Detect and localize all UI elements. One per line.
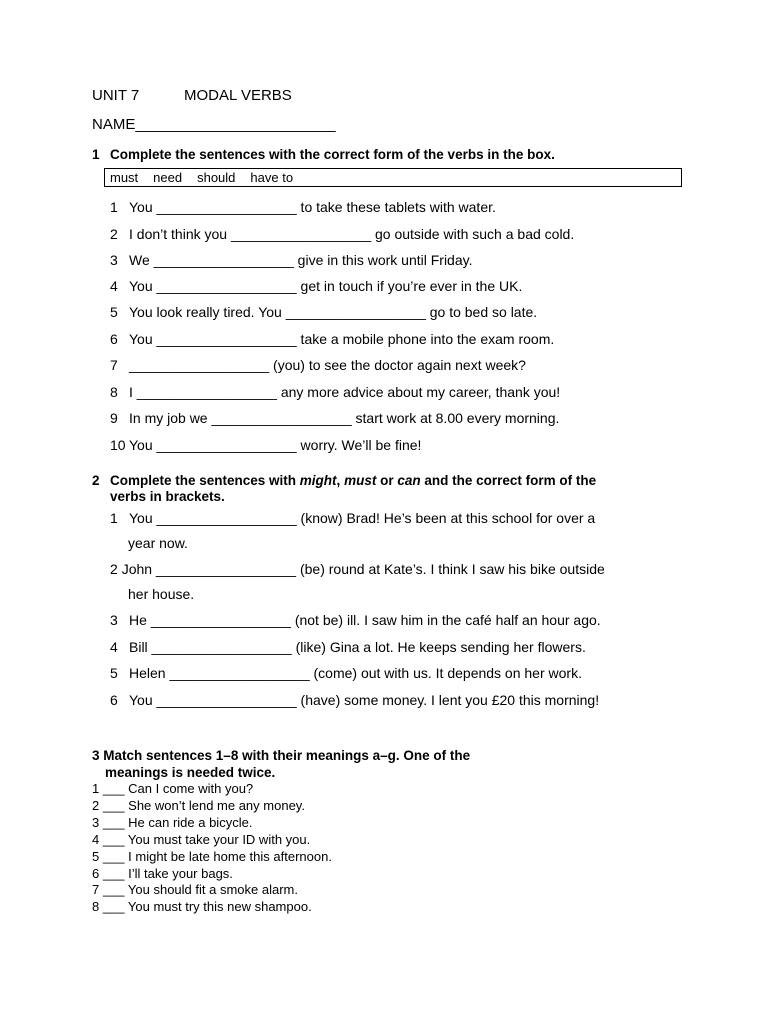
item-number: 10 xyxy=(110,437,126,453)
section2-item xyxy=(110,510,595,526)
section1-item xyxy=(110,437,421,453)
section1-item xyxy=(110,410,559,426)
match-item: 3 ___ He can ride a bicycle. xyxy=(92,814,253,830)
item-text: I __________________ any more advice about my career, thank you! xyxy=(129,384,561,400)
item-text: You __________________ worry. We’ll be fine! xyxy=(129,437,422,453)
section1-item xyxy=(110,357,526,373)
item-text: I don’t think you __________________ go outside with such a bad cold. xyxy=(129,226,575,242)
item-text: In my job we __________________ start work at 8.00 every morning. xyxy=(129,410,560,426)
item-number: 4 xyxy=(110,639,118,655)
section1-item xyxy=(110,331,554,347)
item-text: You __________________ (have) some money. I lent you £20 this morning! xyxy=(129,692,600,708)
section2-instruction: Complete the sentences with might, must or can and the correct form of the xyxy=(110,473,597,488)
verb-box-word: must xyxy=(110,170,139,185)
item-text: You __________________ take a mobile phone into the exam room. xyxy=(129,331,555,347)
item-text: You __________________ to take these tablets with water. xyxy=(129,199,496,215)
section2-item xyxy=(110,561,605,577)
item-number: 5 xyxy=(110,665,118,681)
item-text: You __________________ (know) Brad! He’s been at this school for over a xyxy=(129,510,596,526)
match-item: 4 ___ You must take your ID with you. xyxy=(92,831,311,847)
item-number: 2 xyxy=(110,226,118,242)
match-item: 2 ___ She won’t lend me any money. xyxy=(92,797,305,813)
item-number: 6 xyxy=(110,331,118,347)
section2-number: 2 xyxy=(92,473,100,488)
item-text: __________________ (you) to see the doctor again next week? xyxy=(129,357,526,373)
section1-item xyxy=(110,304,537,320)
section1-instruction: Complete the sentences with the correct form of the verbs in the box. xyxy=(110,147,555,162)
section1-number: 1 xyxy=(92,147,100,162)
verb-box-word: have to xyxy=(250,170,294,185)
item-number: 3 xyxy=(110,612,118,628)
item-text: John __________________ (be) round at Kate’s. I think I saw his bike outside xyxy=(121,561,605,577)
section3-instruction: 3 Match sentences 1–8 with their meanings a–g. One of the xyxy=(92,748,471,763)
topic-title: MODAL VERBS xyxy=(184,87,292,104)
item-number: 2 xyxy=(110,561,118,577)
match-item: 8 ___ You must try this new shampoo. xyxy=(92,899,312,915)
section1-item xyxy=(110,252,472,268)
item-text: He __________________ (not be) ill. I saw him in the café half an hour ago. xyxy=(129,612,601,628)
section2-item xyxy=(110,692,599,708)
section2-item xyxy=(110,612,601,628)
section2-item-continuation: year now. xyxy=(128,535,188,551)
item-text: Bill __________________ (like) Gina a lot. He keeps sending her flowers. xyxy=(129,639,586,655)
item-number: 3 xyxy=(110,252,118,268)
item-number: 1 xyxy=(110,199,118,215)
verb-box-word: need xyxy=(153,170,183,185)
section2-item xyxy=(110,639,586,655)
match-item: 7 ___ You should fit a smoke alarm. xyxy=(92,882,298,898)
match-item: 5 ___ I might be late home this afternoon. xyxy=(92,848,332,864)
item-text: You look really tired. You __________________ go to bed so late. xyxy=(129,304,538,320)
section1-item xyxy=(110,226,574,242)
section1-item xyxy=(110,384,560,400)
section2-item-continuation: her house. xyxy=(128,586,195,602)
verb-box-word: should xyxy=(197,170,236,185)
item-number: 5 xyxy=(110,304,118,320)
item-number: 8 xyxy=(110,384,118,400)
verb-box xyxy=(104,168,682,187)
match-item: 1 ___ Can I come with you? xyxy=(92,781,254,796)
match-item: 6 ___ I’ll take your bags. xyxy=(92,865,233,881)
item-number: 4 xyxy=(110,278,118,294)
section2-instruction-line2: verbs in brackets. xyxy=(110,489,225,504)
section3-instruction-line2: meanings is needed twice. xyxy=(105,765,276,780)
section1-item xyxy=(110,199,496,215)
item-number: 1 xyxy=(110,510,118,526)
item-text: You __________________ get in touch if you’re ever in the UK. xyxy=(129,278,523,294)
item-text: We __________________ give in this work until Friday. xyxy=(129,252,473,268)
match-list xyxy=(92,781,332,916)
unit-label: UNIT 7 xyxy=(92,87,140,104)
item-number: 9 xyxy=(110,410,118,426)
section2-item xyxy=(110,665,582,681)
item-text: Helen __________________ (come) out with us. It depends on her work. xyxy=(129,665,582,681)
name-field: NAME________________________ xyxy=(92,116,336,133)
section1-item xyxy=(110,278,522,294)
item-number: 7 xyxy=(110,357,118,373)
item-number: 6 xyxy=(110,692,118,708)
